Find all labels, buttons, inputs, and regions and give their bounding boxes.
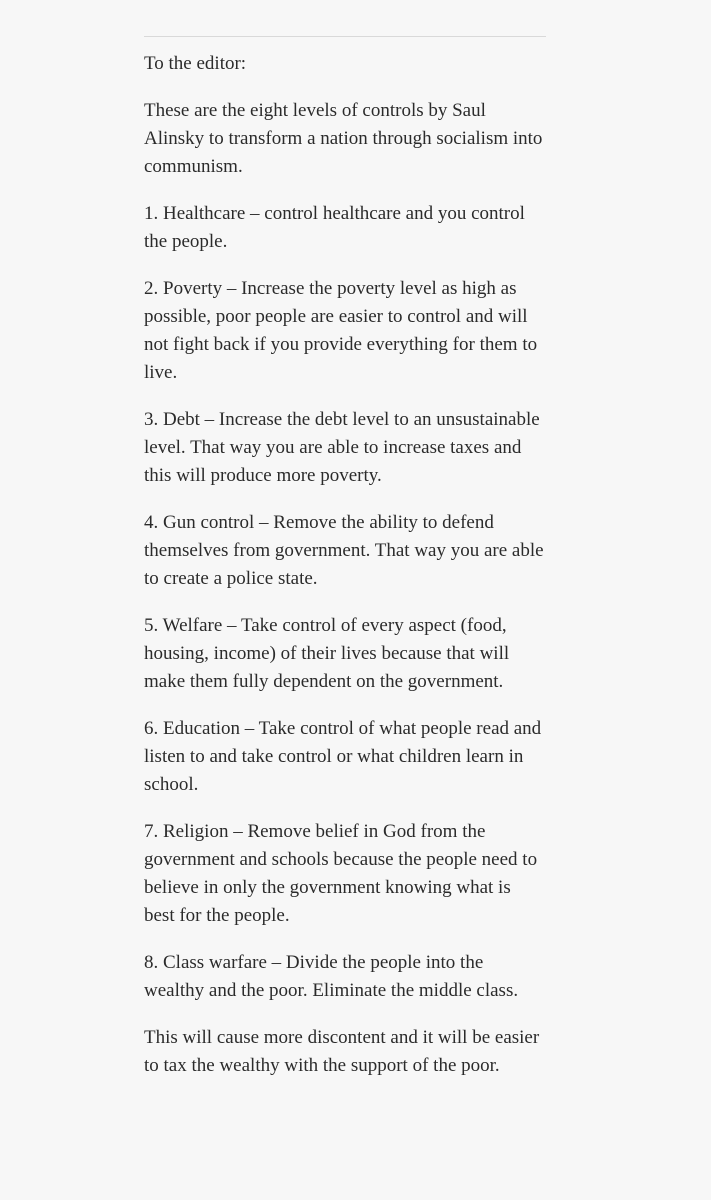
intro-paragraph: These are the eight levels of controls by Saul Alinsky to transform a nation through socialism into communism. bbox=[144, 100, 543, 177]
list-item-education: 6. Education – Take control of what people read and listen to and take control or what children learn in school. bbox=[144, 718, 542, 795]
list-item-poverty: 2. Poverty – Increase the poverty level as high as possible, poor people are easier to control and will not fight back if you provide everything for them to live. bbox=[144, 278, 538, 383]
list-item-welfare: 5. Welfare – Take control of every aspect (food, housing, income) of their lives because that will make them fully dependent on the government. bbox=[144, 615, 510, 692]
closing-paragraph: This will cause more discontent and it will be easier to tax the wealthy with the support of the poor. bbox=[144, 1027, 540, 1076]
top-divider bbox=[144, 36, 546, 37]
letter-body bbox=[144, 36, 546, 1080]
list-item-religion: 7. Religion – Remove belief in God from the government and schools because the people need to believe in only the government knowing what is best for the people. bbox=[144, 821, 538, 926]
list-item-class-warfare: 8. Class warfare – Divide the people into the wealthy and the poor. Eliminate the middle class. bbox=[144, 952, 519, 1001]
list-item-gun-control: 4. Gun control – Remove the ability to defend themselves from government. That way you are able to create a police state. bbox=[144, 512, 544, 589]
list-item-healthcare: 1. Healthcare – control healthcare and you control the people. bbox=[144, 203, 525, 252]
salutation: To the editor: bbox=[144, 53, 247, 74]
list-item-debt: 3. Debt – Increase the debt level to an unsustainable level. That way you are able to increase taxes and this will produce more poverty. bbox=[144, 409, 540, 486]
